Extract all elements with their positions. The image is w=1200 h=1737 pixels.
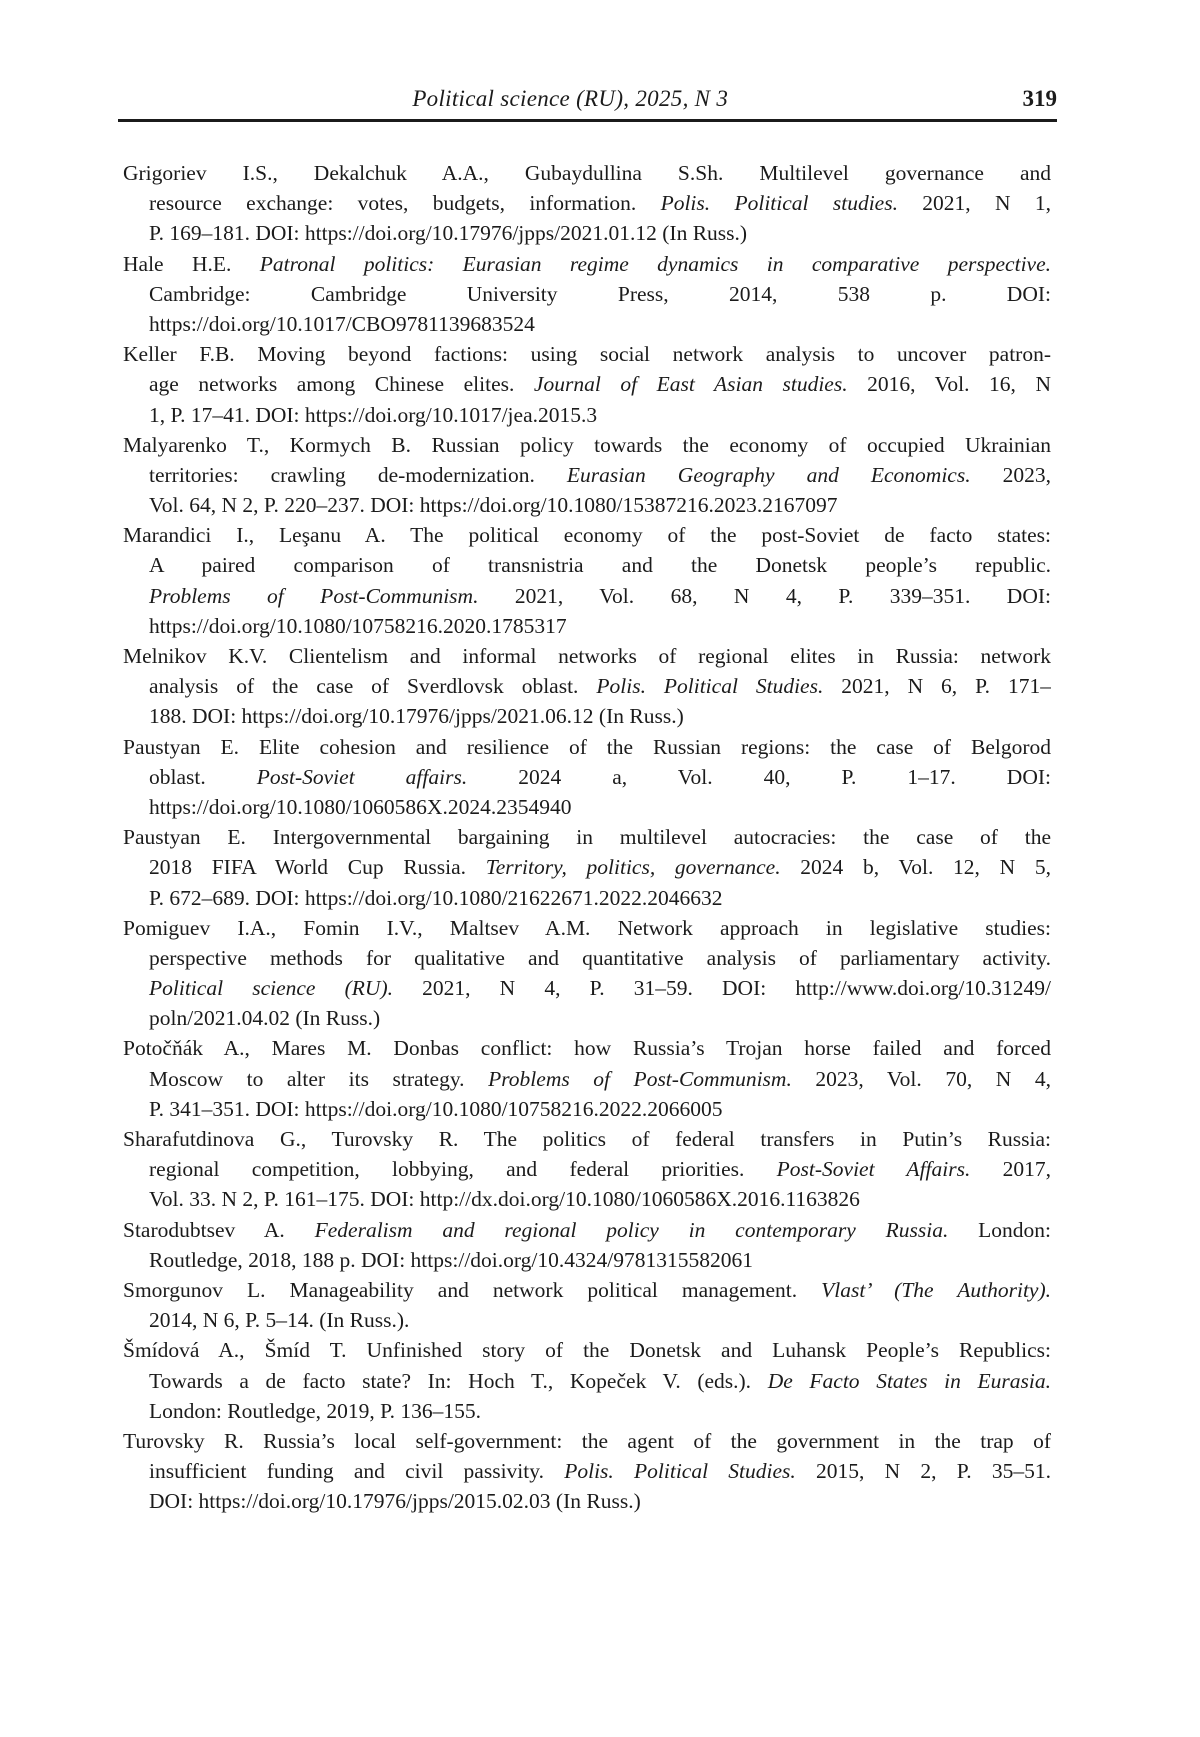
reference-line — [123, 732, 1051, 762]
reference-text: London: Routledge, 2019, P. 136–155. — [149, 1398, 482, 1423]
reference-title-italic: De Facto States in Eurasia. — [767, 1368, 1051, 1393]
reference-title-italic: Polis. Political Studies. — [596, 674, 824, 699]
reference-entry — [123, 732, 1051, 823]
reference-text: 2015, N 2, P. 35–51. — [795, 1459, 1051, 1484]
reference-entry — [123, 641, 1051, 732]
reference-line — [123, 852, 1051, 882]
reference-text: 2017, — [970, 1157, 1051, 1182]
reference-entry — [123, 430, 1051, 521]
reference-title-italic: Patronal politics: Eurasian regime dynamics in comparative perspective. — [259, 251, 1051, 276]
reference-text: London: — [948, 1217, 1051, 1242]
reference-text: Turovsky R. Russia’s local self-government: the agent of the government in the trap of — [123, 1428, 1051, 1453]
reference-text: Šmídová A., Šmíd T. Unfinished story of the Donetsk and Luhansk People’s Republics: — [123, 1338, 1051, 1363]
reference-entry — [123, 1033, 1051, 1124]
reference-text: https://doi.org/10.1080/10758216.2020.1785317 — [149, 613, 567, 638]
reference-text: P. 672–689. DOI: https://doi.org/10.1080/21622671.2022.2046632 — [149, 885, 723, 910]
reference-text: Moscow to alter its strategy. — [149, 1066, 489, 1091]
reference-text: Starodubtsev A. — [123, 1217, 315, 1242]
reference-line — [123, 1154, 1051, 1184]
reference-text: 2018 FIFA World Cup Russia. — [149, 855, 486, 880]
reference-line — [123, 550, 1051, 580]
reference-line — [123, 1486, 1051, 1516]
reference-title-italic: Territory, politics, governance. — [485, 855, 781, 880]
reference-title-italic: Political science (RU). — [149, 976, 393, 1001]
reference-line — [123, 762, 1051, 792]
reference-line — [123, 490, 1051, 520]
reference-line — [123, 581, 1051, 611]
reference-title-italic: Post-Soviet Affairs. — [776, 1157, 971, 1182]
reference-entry — [123, 1215, 1051, 1275]
reference-title-italic: Problems of Post-Communism. — [149, 583, 479, 608]
reference-text: 2021, N 4, P. 31–59. DOI: http://www.doi.org/10.31249/ — [392, 976, 1051, 1001]
reference-text: https://doi.org/10.1017/CBO9781139683524 — [149, 311, 535, 336]
reference-line — [123, 1215, 1051, 1245]
reference-line — [123, 520, 1051, 550]
references-list — [123, 158, 1051, 1516]
reference-text: 2014, N 6, P. 5–14. (In Russ.). — [149, 1308, 410, 1333]
reference-text: Vol. 33. N 2, P. 161–175. DOI: http://dx.doi.org/10.1080/1060586X.2016.1163826 — [149, 1187, 860, 1212]
journal-header-title: Political science (RU), 2025, N 3 — [412, 86, 729, 111]
header-row — [118, 84, 1057, 114]
reference-line — [123, 1033, 1051, 1063]
reference-text: Pomiguev I.A., Fomin I.V., Maltsev A.M. Network approach in legislative studies: — [123, 915, 1051, 940]
reference-line — [123, 641, 1051, 671]
reference-line — [123, 913, 1051, 943]
reference-line — [123, 1124, 1051, 1154]
reference-line — [123, 249, 1051, 279]
reference-line — [123, 973, 1051, 1003]
reference-entry — [123, 822, 1051, 913]
reference-text: 2023, — [970, 462, 1051, 487]
reference-line — [123, 1305, 1051, 1335]
reference-line — [123, 792, 1051, 822]
reference-text: oblast. — [149, 764, 257, 789]
reference-text: territories: crawling de-modernization. — [149, 462, 567, 487]
reference-line — [123, 883, 1051, 913]
reference-line — [123, 309, 1051, 339]
reference-title-italic: Vlast’ (The Authority). — [821, 1277, 1051, 1302]
reference-text: 188. DOI: https://doi.org/10.17976/jpps/2021.06.12 (In Russ.) — [149, 704, 684, 729]
reference-entry — [123, 249, 1051, 340]
reference-text: 2023, Vol. 70, N 4, — [791, 1066, 1051, 1091]
reference-text: 1, P. 17–41. DOI: https://doi.org/10.1017/jea.2015.3 — [149, 402, 598, 427]
reference-line — [123, 430, 1051, 460]
reference-text: Cambridge: Cambridge University Press, 2014, 538 p. DOI: — [149, 281, 1051, 306]
reference-text: insufficient funding and civil passivity. — [149, 1459, 565, 1484]
reference-title-italic: Journal of East Asian studies. — [533, 372, 848, 397]
reference-text: Routledge, 2018, 188 p. DOI: https://doi.org/10.4324/9781315582061 — [149, 1247, 753, 1272]
reference-entry — [123, 1124, 1051, 1215]
reference-line — [123, 1396, 1051, 1426]
reference-line — [123, 1426, 1051, 1456]
reference-text: 2021, N 6, P. 171– — [823, 674, 1051, 699]
reference-text: Paustyan E. Elite cohesion and resilience of the Russian regions: the case of Belgorod — [123, 734, 1051, 759]
reference-text: P. 341–351. DOI: https://doi.org/10.1080/10758216.2022.2066005 — [149, 1096, 723, 1121]
reference-entry — [123, 339, 1051, 430]
reference-entry — [123, 1426, 1051, 1517]
reference-title-italic: Polis. Political studies. — [660, 191, 898, 216]
reference-title-italic: Problems of Post-Communism. — [488, 1066, 792, 1091]
reference-text: 2021, Vol. 68, N 4, P. 339–351. DOI: — [478, 583, 1051, 608]
reference-line — [123, 611, 1051, 641]
page-header — [118, 84, 1057, 122]
reference-line — [123, 1003, 1051, 1033]
reference-line — [123, 188, 1051, 218]
reference-line — [123, 1245, 1051, 1275]
reference-text: Smorgunov L. Manageability and network political management. — [123, 1277, 822, 1302]
reference-text: Grigoriev I.S., Dekalchuk A.A., Gubaydullina S.Sh. Multilevel governance and — [123, 161, 1051, 185]
reference-line — [123, 1335, 1051, 1365]
reference-text: age networks among Chinese elites. — [149, 372, 534, 397]
reference-title-italic: Federalism and regional policy in contemporary Russia. — [314, 1217, 949, 1242]
reference-line — [123, 1456, 1051, 1486]
reference-line — [123, 279, 1051, 309]
reference-text: https://doi.org/10.1080/1060586X.2024.2354940 — [149, 794, 572, 819]
reference-text: Keller F.B. Moving beyond factions: using social network analysis to uncover patron- — [123, 342, 1051, 367]
reference-text: Marandici I., Leşanu A. The political economy of the post-Soviet de facto states: — [123, 523, 1051, 548]
reference-text: A paired comparison of transnistria and the Donetsk people’s republic. — [149, 553, 1051, 578]
reference-title-italic: Eurasian Geography and Economics. — [566, 462, 971, 487]
reference-line — [123, 460, 1051, 490]
reference-line — [123, 400, 1051, 430]
reference-text: P. 169–181. DOI: https://doi.org/10.17976/jpps/2021.01.12 (In Russ.) — [149, 221, 748, 246]
reference-text: regional competition, lobbying, and federal priorities. — [149, 1157, 777, 1182]
reference-text: resource exchange: votes, budgets, information. — [149, 191, 661, 216]
header-rule — [118, 119, 1057, 122]
reference-line — [123, 943, 1051, 973]
reference-text: analysis of the case of Sverdlovsk oblast. — [149, 674, 597, 699]
reference-line — [123, 1184, 1051, 1214]
reference-title-italic: Polis. Political Studies. — [564, 1459, 796, 1484]
reference-line — [123, 369, 1051, 399]
reference-text: 2021, N 1, — [897, 191, 1051, 216]
reference-text: Paustyan E. Intergovernmental bargaining in multilevel autocracies: the case of the — [123, 825, 1051, 850]
reference-entry — [123, 1335, 1051, 1426]
reference-entry — [123, 913, 1051, 1034]
reference-text: 2024 b, Vol. 12, N 5, — [780, 855, 1051, 880]
reference-text: Towards a de facto state? In: Hoch T., Kopeček V. (eds.). — [149, 1368, 768, 1393]
reference-entry — [123, 158, 1051, 249]
reference-line — [123, 1366, 1051, 1396]
reference-entry — [123, 520, 1051, 641]
reference-line — [123, 1094, 1051, 1124]
reference-text: 2024 a, Vol. 40, P. 1–17. DOI: — [467, 764, 1051, 789]
reference-line — [123, 701, 1051, 731]
page-number: 319 — [1022, 86, 1057, 111]
reference-line — [123, 822, 1051, 852]
reference-line — [123, 1275, 1051, 1305]
reference-title-italic: Post-Soviet affairs. — [256, 764, 468, 789]
reference-text: DOI: https://doi.org/10.17976/jpps/2015.02.03 (In Russ.) — [149, 1489, 641, 1514]
reference-line — [123, 671, 1051, 701]
reference-text: Hale H.E. — [123, 251, 260, 276]
reference-text: 2016, Vol. 16, N — [847, 372, 1051, 397]
reference-line — [123, 218, 1051, 248]
reference-text: poln/2021.04.02 (In Russ.) — [149, 1006, 381, 1031]
reference-line — [123, 158, 1051, 188]
reference-text: Vol. 64, N 2, P. 220–237. DOI: https://doi.org/10.1080/15387216.2023.2167097 — [149, 493, 838, 518]
reference-text: Malyarenko T., Kormych B. Russian policy towards the economy of occupied Ukrainian — [123, 432, 1051, 457]
reference-line — [123, 1064, 1051, 1094]
reference-text: perspective methods for qualitative and quantitative analysis of parliamentary activity. — [149, 945, 1051, 970]
reference-text: Sharafutdinova G., Turovsky R. The politics of federal transfers in Putin’s Russia: — [123, 1127, 1051, 1151]
reference-entry — [123, 1275, 1051, 1335]
reference-text: Melnikov K.V. Clientelism and informal networks of regional elites in Russia: network — [123, 644, 1051, 668]
reference-text: Potočňák A., Mares M. Donbas conflict: how Russia’s Trojan horse failed and forced — [123, 1036, 1051, 1061]
reference-line — [123, 339, 1051, 369]
